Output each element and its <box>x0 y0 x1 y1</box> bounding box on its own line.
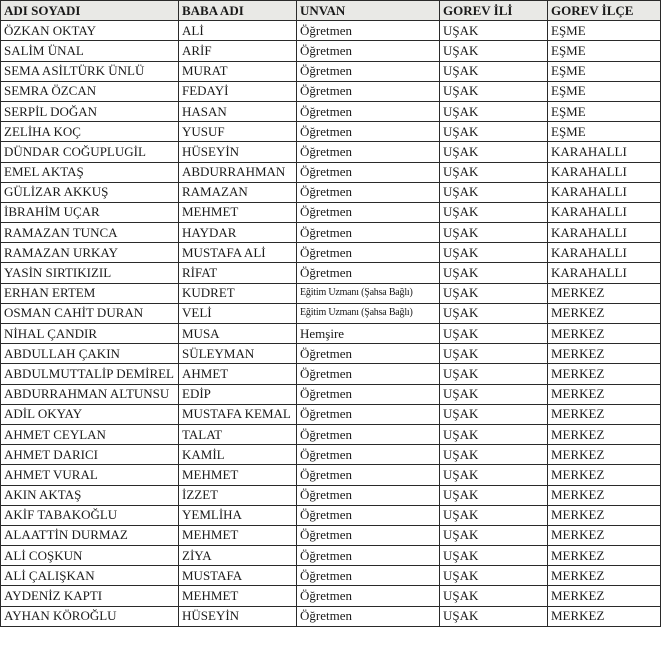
cell-province: UŞAK <box>440 344 548 364</box>
cell-name: AKIN AKTAŞ <box>1 485 179 505</box>
cell-province: UŞAK <box>440 243 548 263</box>
cell-title: Öğretmen <box>297 505 440 525</box>
table-row <box>1 525 661 545</box>
cell-father-name: MUSTAFA <box>179 566 297 586</box>
cell-province: UŞAK <box>440 122 548 142</box>
cell-father-name: İZZET <box>179 485 297 505</box>
table-row <box>1 81 661 101</box>
cell-father-name: TALAT <box>179 424 297 444</box>
cell-name: SEMA ASİLTÜRK ÜNLÜ <box>1 61 179 81</box>
header-name: ADI SOYADI <box>1 1 179 21</box>
cell-province: UŞAK <box>440 21 548 41</box>
cell-name: ALAATTİN DURMAZ <box>1 525 179 545</box>
cell-district: MERKEZ <box>548 384 661 404</box>
cell-district: KARAHALLI <box>548 223 661 243</box>
cell-province: UŞAK <box>440 485 548 505</box>
cell-name: RAMAZAN URKAY <box>1 243 179 263</box>
table-row <box>1 586 661 606</box>
table-row <box>1 384 661 404</box>
cell-district: MERKEZ <box>548 546 661 566</box>
cell-district: MERKEZ <box>548 364 661 384</box>
cell-district: KARAHALLI <box>548 263 661 283</box>
cell-name: AKİF TABAKOĞLU <box>1 505 179 525</box>
table-row <box>1 122 661 142</box>
cell-title: Öğretmen <box>297 445 440 465</box>
table-row <box>1 485 661 505</box>
cell-name: SEMRA ÖZCAN <box>1 81 179 101</box>
cell-province: UŞAK <box>440 525 548 545</box>
cell-father-name: MEHMET <box>179 465 297 485</box>
cell-district: EŞME <box>548 101 661 121</box>
cell-title: Öğretmen <box>297 61 440 81</box>
cell-name: ABDULLAH ÇAKIN <box>1 344 179 364</box>
cell-title: Öğretmen <box>297 122 440 142</box>
table-row <box>1 243 661 263</box>
table-row <box>1 364 661 384</box>
cell-title: Öğretmen <box>297 485 440 505</box>
table-row <box>1 445 661 465</box>
table-row <box>1 424 661 444</box>
cell-father-name: MUSA <box>179 324 297 344</box>
header-father-name: BABA ADI <box>179 1 297 21</box>
table-row <box>1 182 661 202</box>
cell-district: MERKEZ <box>548 606 661 626</box>
cell-district: MERKEZ <box>548 324 661 344</box>
cell-father-name: HAYDAR <box>179 223 297 243</box>
cell-district: EŞME <box>548 21 661 41</box>
cell-district: MERKEZ <box>548 465 661 485</box>
cell-district: MERKEZ <box>548 404 661 424</box>
cell-province: UŞAK <box>440 283 548 303</box>
cell-father-name: KUDRET <box>179 283 297 303</box>
cell-father-name: MEHMET <box>179 525 297 545</box>
cell-title: Öğretmen <box>297 21 440 41</box>
table-row <box>1 465 661 485</box>
cell-district: KARAHALLI <box>548 243 661 263</box>
cell-title: Öğretmen <box>297 202 440 222</box>
table-row <box>1 606 661 626</box>
cell-name: SERPİL DOĞAN <box>1 101 179 121</box>
table-row <box>1 546 661 566</box>
table-row <box>1 101 661 121</box>
cell-province: UŞAK <box>440 101 548 121</box>
header-district: GOREV İLÇE <box>548 1 661 21</box>
cell-province: UŞAK <box>440 41 548 61</box>
cell-province: UŞAK <box>440 202 548 222</box>
cell-name: ABDURRAHMAN ALTUNSU <box>1 384 179 404</box>
cell-title: Eğitim Uzmanı (Şahsa Bağlı) <box>297 303 440 323</box>
cell-father-name: RAMAZAN <box>179 182 297 202</box>
cell-father-name: RİFAT <box>179 263 297 283</box>
header-title: UNVAN <box>297 1 440 21</box>
cell-name: ERHAN ERTEM <box>1 283 179 303</box>
cell-title: Öğretmen <box>297 586 440 606</box>
cell-name: ADİL OKYAY <box>1 404 179 424</box>
cell-province: UŞAK <box>440 81 548 101</box>
table-row <box>1 61 661 81</box>
cell-district: KARAHALLI <box>548 182 661 202</box>
cell-province: UŞAK <box>440 182 548 202</box>
cell-father-name: EDİP <box>179 384 297 404</box>
table-body <box>1 21 661 627</box>
table-row <box>1 303 661 323</box>
cell-father-name: SÜLEYMAN <box>179 344 297 364</box>
cell-title: Öğretmen <box>297 606 440 626</box>
table-row <box>1 505 661 525</box>
cell-district: MERKEZ <box>548 566 661 586</box>
cell-father-name: VELİ <box>179 303 297 323</box>
cell-father-name: ABDURRAHMAN <box>179 162 297 182</box>
cell-province: UŞAK <box>440 303 548 323</box>
cell-father-name: ALİ <box>179 21 297 41</box>
cell-province: UŞAK <box>440 465 548 485</box>
header-province: GOREV İLİ <box>440 1 548 21</box>
cell-province: UŞAK <box>440 606 548 626</box>
cell-father-name: ZİYA <box>179 546 297 566</box>
cell-title: Öğretmen <box>297 263 440 283</box>
cell-province: UŞAK <box>440 324 548 344</box>
cell-name: ALİ COŞKUN <box>1 546 179 566</box>
cell-name: NİHAL ÇANDIR <box>1 324 179 344</box>
cell-district: MERKEZ <box>548 344 661 364</box>
cell-title: Öğretmen <box>297 101 440 121</box>
cell-title: Öğretmen <box>297 566 440 586</box>
cell-father-name: AHMET <box>179 364 297 384</box>
cell-father-name: HASAN <box>179 101 297 121</box>
cell-province: UŞAK <box>440 364 548 384</box>
cell-title: Öğretmen <box>297 182 440 202</box>
table-row <box>1 41 661 61</box>
cell-province: UŞAK <box>440 142 548 162</box>
table-row <box>1 142 661 162</box>
cell-district: MERKEZ <box>548 586 661 606</box>
cell-title: Öğretmen <box>297 465 440 485</box>
cell-name: SALİM ÜNAL <box>1 41 179 61</box>
cell-father-name: ARİF <box>179 41 297 61</box>
cell-father-name: FEDAYİ <box>179 81 297 101</box>
cell-title: Öğretmen <box>297 344 440 364</box>
cell-name: DÜNDAR COĞUPLUGİL <box>1 142 179 162</box>
cell-father-name: MUSTAFA ALİ <box>179 243 297 263</box>
cell-province: UŞAK <box>440 546 548 566</box>
cell-title: Öğretmen <box>297 546 440 566</box>
cell-name: AHMET DARICI <box>1 445 179 465</box>
cell-district: MERKEZ <box>548 424 661 444</box>
cell-title: Öğretmen <box>297 162 440 182</box>
cell-name: ZELİHA KOÇ <box>1 122 179 142</box>
cell-district: MERKEZ <box>548 505 661 525</box>
table-row <box>1 324 661 344</box>
table-row <box>1 566 661 586</box>
cell-title: Öğretmen <box>297 81 440 101</box>
cell-father-name: MURAT <box>179 61 297 81</box>
table-row <box>1 404 661 424</box>
cell-province: UŞAK <box>440 586 548 606</box>
cell-title: Öğretmen <box>297 525 440 545</box>
cell-province: UŞAK <box>440 505 548 525</box>
cell-title: Öğretmen <box>297 142 440 162</box>
table-row <box>1 283 661 303</box>
cell-district: MERKEZ <box>548 445 661 465</box>
cell-district: KARAHALLI <box>548 202 661 222</box>
cell-province: UŞAK <box>440 162 548 182</box>
cell-district: EŞME <box>548 122 661 142</box>
table-row <box>1 223 661 243</box>
cell-district: MERKEZ <box>548 525 661 545</box>
cell-name: YASİN SIRTIKIZIL <box>1 263 179 283</box>
cell-title: Öğretmen <box>297 404 440 424</box>
cell-province: UŞAK <box>440 424 548 444</box>
cell-district: MERKEZ <box>548 303 661 323</box>
cell-province: UŞAK <box>440 566 548 586</box>
cell-province: UŞAK <box>440 61 548 81</box>
cell-district: EŞME <box>548 41 661 61</box>
cell-title: Öğretmen <box>297 223 440 243</box>
cell-father-name: MEHMET <box>179 586 297 606</box>
cell-province: UŞAK <box>440 404 548 424</box>
cell-province: UŞAK <box>440 223 548 243</box>
cell-father-name: MUSTAFA KEMAL <box>179 404 297 424</box>
cell-district: EŞME <box>548 81 661 101</box>
table-row <box>1 21 661 41</box>
cell-father-name: KAMİL <box>179 445 297 465</box>
cell-father-name: YUSUF <box>179 122 297 142</box>
table-header-row <box>1 1 661 21</box>
cell-title: Öğretmen <box>297 243 440 263</box>
cell-title: Öğretmen <box>297 364 440 384</box>
cell-district: MERKEZ <box>548 485 661 505</box>
cell-title: Öğretmen <box>297 384 440 404</box>
cell-name: AYDENİZ KAPTI <box>1 586 179 606</box>
cell-name: İBRAHİM UÇAR <box>1 202 179 222</box>
cell-district: MERKEZ <box>548 283 661 303</box>
cell-province: UŞAK <box>440 263 548 283</box>
cell-district: KARAHALLI <box>548 142 661 162</box>
cell-title: Öğretmen <box>297 41 440 61</box>
cell-name: GÜLİZAR AKKUŞ <box>1 182 179 202</box>
cell-father-name: HÜSEYİN <box>179 142 297 162</box>
cell-title: Hemşire <box>297 324 440 344</box>
table-row <box>1 202 661 222</box>
cell-name: AHMET CEYLAN <box>1 424 179 444</box>
cell-father-name: MEHMET <box>179 202 297 222</box>
table-row <box>1 162 661 182</box>
cell-name: RAMAZAN TUNCA <box>1 223 179 243</box>
cell-father-name: YEMLİHA <box>179 505 297 525</box>
cell-name: AHMET VURAL <box>1 465 179 485</box>
cell-district: KARAHALLI <box>548 162 661 182</box>
cell-name: OSMAN CAHİT DURAN <box>1 303 179 323</box>
cell-name: EMEL AKTAŞ <box>1 162 179 182</box>
cell-title: Öğretmen <box>297 424 440 444</box>
cell-name: AYHAN KÖROĞLU <box>1 606 179 626</box>
table-row <box>1 263 661 283</box>
cell-district: EŞME <box>548 61 661 81</box>
cell-father-name: HÜSEYİN <box>179 606 297 626</box>
cell-province: UŞAK <box>440 445 548 465</box>
cell-province: UŞAK <box>440 384 548 404</box>
cell-name: ABDULMUTTALİP DEMİREL <box>1 364 179 384</box>
cell-name: ÖZKAN OKTAY <box>1 21 179 41</box>
table-row <box>1 344 661 364</box>
cell-name: ALİ ÇALIŞKAN <box>1 566 179 586</box>
cell-title: Eğitim Uzmanı (Şahsa Bağlı) <box>297 283 440 303</box>
